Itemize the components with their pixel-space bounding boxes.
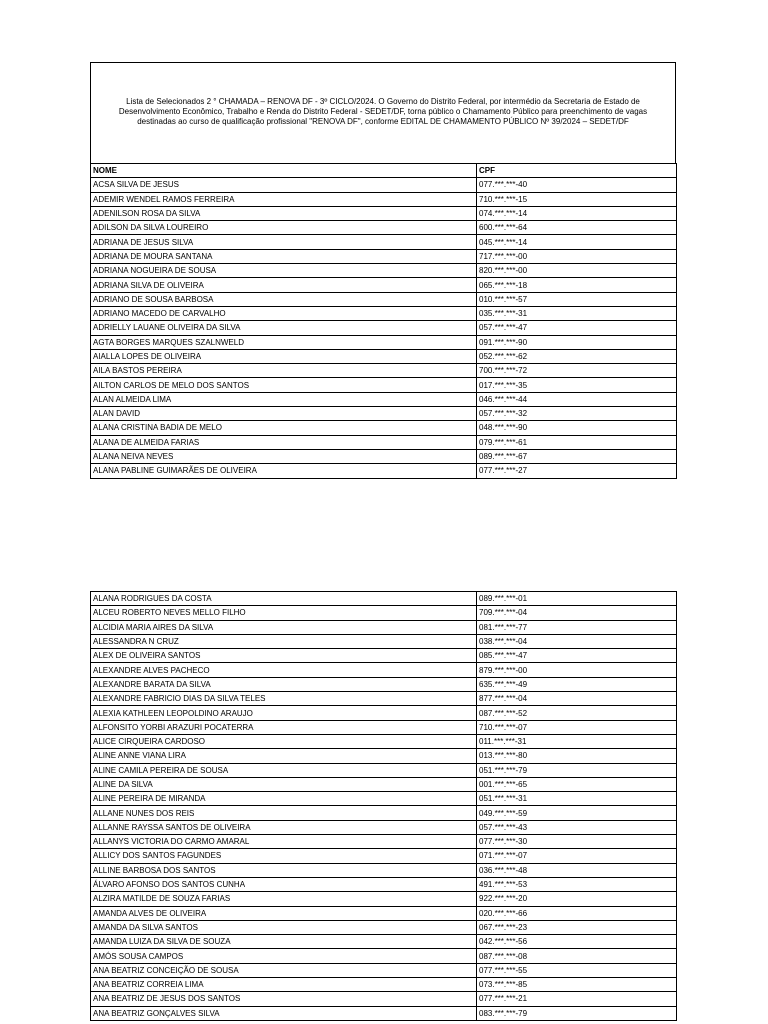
- table-row: [91, 763, 677, 777]
- cpf-cell: 717.***.***-00: [477, 249, 677, 263]
- table-row: [91, 649, 677, 663]
- name-cell: ADRIELLY LAUANE OLIVEIRA DA SILVA: [91, 321, 477, 335]
- selected-list-table-1: [90, 163, 677, 479]
- cpf-cell: 057.***.***-32: [477, 407, 677, 421]
- cpf-cell: 077.***.***-21: [477, 992, 677, 1006]
- table-row: [91, 663, 677, 677]
- cpf-cell: 089.***.***-01: [477, 592, 677, 606]
- cpf-cell: 065.***.***-18: [477, 278, 677, 292]
- name-cell: AIALLA LOPES DE OLIVEIRA: [91, 349, 477, 363]
- cpf-cell: 013.***.***-80: [477, 749, 677, 763]
- table-row: [91, 835, 677, 849]
- table-row: [91, 249, 677, 263]
- name-cell: ALZIRA MATILDE DE SOUZA FARIAS: [91, 892, 477, 906]
- name-cell: ÁLVARO AFONSO DOS SANTOS CUNHA: [91, 877, 477, 891]
- table-row: [91, 235, 677, 249]
- table-row: [91, 392, 677, 406]
- cpf-cell: 074.***.***-14: [477, 206, 677, 220]
- name-cell: ALAN ALMEIDA LIMA: [91, 392, 477, 406]
- name-cell: AMÓS SOUSA CAMPOS: [91, 949, 477, 963]
- name-cell: ALEXANDRE ALVES PACHECO: [91, 663, 477, 677]
- table-row: [91, 820, 677, 834]
- cpf-cell: 922.***.***-20: [477, 892, 677, 906]
- table-row: [91, 178, 677, 192]
- name-cell: AMANDA DA SILVA SANTOS: [91, 920, 477, 934]
- table-row: [91, 221, 677, 235]
- table-header-row: [91, 164, 677, 178]
- table-row: [91, 892, 677, 906]
- table-row: [91, 734, 677, 748]
- table-row: [91, 464, 677, 478]
- cpf-cell: 083.***.***-79: [477, 1006, 677, 1020]
- table-row: [91, 706, 677, 720]
- table-row: [91, 364, 677, 378]
- table-row: [91, 992, 677, 1006]
- table-row: [91, 335, 677, 349]
- table-row: [91, 378, 677, 392]
- table-row: [91, 749, 677, 763]
- table-row: [91, 620, 677, 634]
- name-cell: ADRIANA NOGUEIRA DE SOUSA: [91, 264, 477, 278]
- cpf-cell: 020.***.***-66: [477, 906, 677, 920]
- table-row: [91, 920, 677, 934]
- name-cell: ALCIDIA MARIA AIRES DA SILVA: [91, 620, 477, 634]
- name-cell: ALANA RODRIGUES DA COSTA: [91, 592, 477, 606]
- name-cell: ANA BEATRIZ GONÇALVES SILVA: [91, 1006, 477, 1020]
- name-cell: ALINE DA SILVA: [91, 777, 477, 791]
- cpf-cell: 081.***.***-77: [477, 620, 677, 634]
- cpf-cell: 001.***.***-65: [477, 777, 677, 791]
- cpf-cell: 045.***.***-14: [477, 235, 677, 249]
- name-cell: ALINE PEREIRA DE MIRANDA: [91, 792, 477, 806]
- name-cell: ALLANE NUNES DOS REIS: [91, 806, 477, 820]
- cpf-cell: 877.***.***-04: [477, 692, 677, 706]
- name-cell: ANA BEATRIZ DE JESUS DOS SANTOS: [91, 992, 477, 1006]
- cpf-cell: 010.***.***-57: [477, 292, 677, 306]
- name-cell: ALESSANDRA N CRUZ: [91, 634, 477, 648]
- cpf-cell: 038.***.***-04: [477, 634, 677, 648]
- cpf-cell: 067.***.***-23: [477, 920, 677, 934]
- cpf-cell: 057.***.***-47: [477, 321, 677, 335]
- name-cell: ALLANNE RAYSSA SANTOS DE OLIVEIRA: [91, 820, 477, 834]
- table-row: [91, 677, 677, 691]
- table-row: [91, 978, 677, 992]
- name-cell: AGTA BORGES MARQUES SZALNWELD: [91, 335, 477, 349]
- cpf-cell: 087.***.***-52: [477, 706, 677, 720]
- cpf-cell: 049.***.***-59: [477, 806, 677, 820]
- table-row: [91, 692, 677, 706]
- table-row: [91, 849, 677, 863]
- cpf-cell: 077.***.***-27: [477, 464, 677, 478]
- name-cell: ADRIANA DE JESUS SILVA: [91, 235, 477, 249]
- table-row: [91, 421, 677, 435]
- document-header: [90, 62, 676, 163]
- name-cell: ADRIANO DE SOUSA BARBOSA: [91, 292, 477, 306]
- table-row: [91, 949, 677, 963]
- name-cell: ADRIANA DE MOURA SANTANA: [91, 249, 477, 263]
- table-row: [91, 292, 677, 306]
- table-row: [91, 592, 677, 606]
- column-header-name: NOME: [91, 164, 477, 178]
- table-row: [91, 1006, 677, 1020]
- name-cell: ALANA CRISTINA BADIA DE MELO: [91, 421, 477, 435]
- name-cell: ANA BEATRIZ CORREIA LIMA: [91, 978, 477, 992]
- table-row: [91, 935, 677, 949]
- name-cell: ADRIANA SILVA DE OLIVEIRA: [91, 278, 477, 292]
- cpf-cell: 011.***.***-31: [477, 734, 677, 748]
- name-cell: ALEXANDRE FABRICIO DIAS DA SILVA TELES: [91, 692, 477, 706]
- table-row: [91, 792, 677, 806]
- table-row: [91, 278, 677, 292]
- selected-list-table-2: [90, 591, 677, 1021]
- name-cell: ANA BEATRIZ CONCEIÇÃO DE SOUSA: [91, 963, 477, 977]
- table-row: [91, 720, 677, 734]
- name-cell: ALCEU ROBERTO NEVES MELLO FILHO: [91, 606, 477, 620]
- table-row: [91, 877, 677, 891]
- cpf-cell: 820.***.***-00: [477, 264, 677, 278]
- cpf-cell: 700.***.***-72: [477, 364, 677, 378]
- cpf-cell: 051.***.***-31: [477, 792, 677, 806]
- name-cell: AILA BASTOS PEREIRA: [91, 364, 477, 378]
- table-row: [91, 449, 677, 463]
- cpf-cell: 079.***.***-61: [477, 435, 677, 449]
- cpf-cell: 036.***.***-48: [477, 863, 677, 877]
- table-row: [91, 863, 677, 877]
- cpf-cell: 071.***.***-07: [477, 849, 677, 863]
- name-cell: ADENILSON ROSA DA SILVA: [91, 206, 477, 220]
- name-cell: AMANDA ALVES DE OLIVEIRA: [91, 906, 477, 920]
- name-cell: ALANA PABLINE GUIMARÃES DE OLIVEIRA: [91, 464, 477, 478]
- table-row: [91, 306, 677, 320]
- name-cell: ALAN DAVID: [91, 407, 477, 421]
- cpf-cell: 085.***.***-47: [477, 649, 677, 663]
- name-cell: ADILSON DA SILVA LOUREIRO: [91, 221, 477, 235]
- name-cell: ALINE CAMILA PEREIRA DE SOUSA: [91, 763, 477, 777]
- table-row: [91, 321, 677, 335]
- name-cell: ALEXANDRE BARATA DA SILVA: [91, 677, 477, 691]
- cpf-cell: 600.***.***-64: [477, 221, 677, 235]
- cpf-cell: 046.***.***-44: [477, 392, 677, 406]
- table-row: [91, 777, 677, 791]
- table-row: [91, 634, 677, 648]
- cpf-cell: 635.***.***-49: [477, 677, 677, 691]
- name-cell: ALICE CIRQUEIRA CARDOSO: [91, 734, 477, 748]
- name-cell: ADEMIR WENDEL RAMOS FERREIRA: [91, 192, 477, 206]
- cpf-cell: 077.***.***-55: [477, 963, 677, 977]
- cpf-cell: 091.***.***-90: [477, 335, 677, 349]
- name-cell: ALLANYS VICTORIA DO CARMO AMARAL: [91, 835, 477, 849]
- cpf-cell: 057.***.***-43: [477, 820, 677, 834]
- cpf-cell: 089.***.***-67: [477, 449, 677, 463]
- cpf-cell: 073.***.***-85: [477, 978, 677, 992]
- name-cell: ALANA DE ALMEIDA FARIAS: [91, 435, 477, 449]
- table-row: [91, 349, 677, 363]
- table-row: [91, 435, 677, 449]
- cpf-cell: 077.***.***-30: [477, 835, 677, 849]
- name-cell: AMANDA LUIZA DA SILVA DE SOUZA: [91, 935, 477, 949]
- cpf-cell: 879.***.***-00: [477, 663, 677, 677]
- cpf-cell: 709.***.***-04: [477, 606, 677, 620]
- name-cell: AILTON CARLOS DE MELO DOS SANTOS: [91, 378, 477, 392]
- name-cell: ALFONSITO YORBI ARAZURI POCATERRA: [91, 720, 477, 734]
- cpf-cell: 710.***.***-07: [477, 720, 677, 734]
- table-row: [91, 906, 677, 920]
- name-cell: ALLICY DOS SANTOS FAGUNDES: [91, 849, 477, 863]
- name-cell: ALEXIA KATHLEEN LEOPOLDINO ARAUJO: [91, 706, 477, 720]
- table-row: [91, 806, 677, 820]
- table-row: [91, 206, 677, 220]
- table-row: [91, 407, 677, 421]
- cpf-cell: 052.***.***-62: [477, 349, 677, 363]
- cpf-cell: 048.***.***-90: [477, 421, 677, 435]
- cpf-cell: 035.***.***-31: [477, 306, 677, 320]
- cpf-cell: 077.***.***-40: [477, 178, 677, 192]
- cpf-cell: 017.***.***-35: [477, 378, 677, 392]
- name-cell: ALLINE BARBOSA DOS SANTOS: [91, 863, 477, 877]
- cpf-cell: 051.***.***-79: [477, 763, 677, 777]
- table-row: [91, 192, 677, 206]
- table-row: [91, 606, 677, 620]
- cpf-cell: 087.***.***-08: [477, 949, 677, 963]
- cpf-cell: 710.***.***-15: [477, 192, 677, 206]
- name-cell: ALEX DE OLIVEIRA SANTOS: [91, 649, 477, 663]
- cpf-cell: 491.***.***-53: [477, 877, 677, 891]
- table-row: [91, 264, 677, 278]
- name-cell: ADRIANO MACEDO DE CARVALHO: [91, 306, 477, 320]
- name-cell: ACSA SILVA DE JESUS: [91, 178, 477, 192]
- name-cell: ALINE ANNE VIANA LIRA: [91, 749, 477, 763]
- name-cell: ALANA NEIVA NEVES: [91, 449, 477, 463]
- intro-text: Lista de Selecionados 2 ° CHAMADA – RENOVA DF - 3º CICLO/2024. O Governo do Distrito Federal, por intermédio da Secretaria de Estado de Desenvolvimento Econômico, Trabalho e Renda do Distrito Federal - SEDET/DF, torna público o Chamamento Público para preenchimento de vagas destinadas ao curso de qualificação profissional "RENOVA DF", conforme EDITAL DE CHAMAMENTO PÚBLICO Nº 39/2024 – SEDET/DF: [118, 97, 648, 126]
- column-header-cpf: CPF: [477, 164, 677, 178]
- table-row: [91, 963, 677, 977]
- cpf-cell: 042.***.***-56: [477, 935, 677, 949]
